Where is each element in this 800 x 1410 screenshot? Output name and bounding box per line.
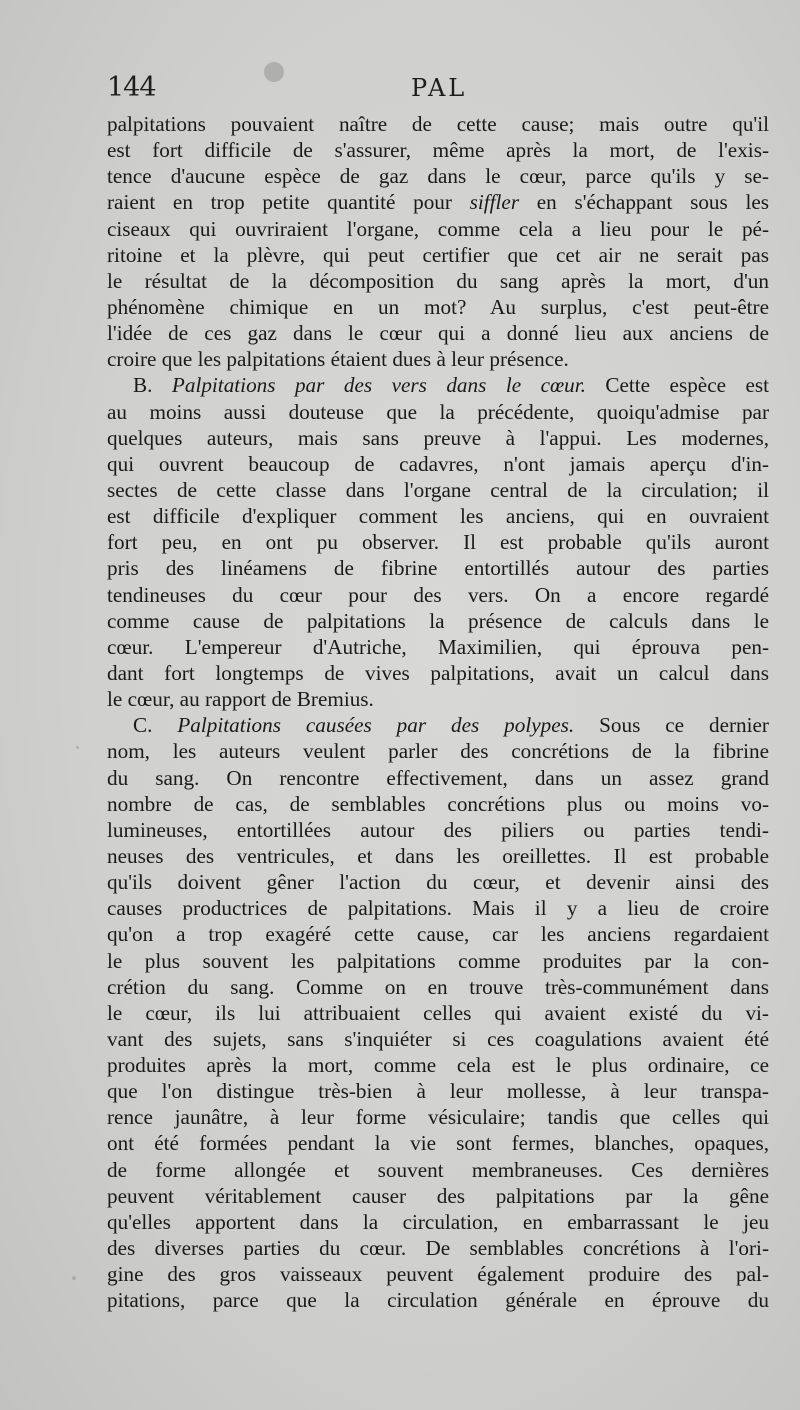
text-line: ont été formées pendant la vie sont fermes, blanches, opaques, xyxy=(107,1131,769,1156)
text-line: dant fort longtemps de vives palpitations, avait un calcul dans xyxy=(107,660,769,685)
text-line: que l'on distingue très-bien à leur mollesse, à leur transpa- xyxy=(107,1079,769,1104)
ink-speck xyxy=(76,746,79,749)
text-line: le cœur, ils lui attribuaient celles qui avaient existé du vi- xyxy=(107,1000,769,1025)
text-line: cœur. L'empereur d'Autriche, Maximilien, qui éprouva pen- xyxy=(107,634,769,659)
text-line: pris des linéamens de fibrine entortillés autour des parties xyxy=(107,556,769,581)
text-line: nombre de cas, de semblables concrétions plus ou moins vo- xyxy=(107,791,769,816)
text-line: des diverses parties du cœur. De semblables concrétions à l'ori- xyxy=(107,1236,769,1261)
text-line: nom, les auteurs veulent parler des concrétions de la fibrine xyxy=(107,739,769,764)
text-line: causes productrices de palpitations. Mais il y a lieu de croire xyxy=(107,896,769,921)
text-line: qu'elles apportent dans la circulation, en embarrassant le jeu xyxy=(107,1209,769,1234)
ink-speck xyxy=(72,1276,76,1280)
text-line: qu'on a trop exagéré cette cause, car les anciens regardaient xyxy=(107,922,769,947)
text-line: du sang. On rencontre effectivement, dans un assez grand xyxy=(107,765,769,790)
italic-segment: Palpitations causées par des polypes. xyxy=(177,713,575,738)
body-text xyxy=(107,111,769,1313)
text-line: tendineuses du cœur pour des vers. On a encore regardé xyxy=(107,582,769,607)
text-segment: raient en trop petite quantité pour xyxy=(107,190,470,215)
text-segment: B. xyxy=(133,373,172,398)
text-line: sectes de cette classe dans l'organe central de la circulation; il xyxy=(107,477,769,502)
text-line: peuvent véritablement causer des palpitations par la gêne xyxy=(107,1183,769,1208)
text-line: phénomène chimique en un mot? Au surplus, c'est peut-être xyxy=(107,294,769,319)
text-line: lumineuses, entortillées autour des piliers ou parties tendi- xyxy=(107,817,769,842)
text-line: tence d'aucune espèce de gaz dans le cœur, parce qu'ils y se- xyxy=(107,164,769,189)
text-line: palpitations pouvaient naître de cette cause; mais outre qu'il xyxy=(107,112,769,136)
text-line: est fort difficile de s'assurer, même après la mort, de l'exis- xyxy=(107,138,769,163)
text-line: au moins aussi douteuse que la précédente, quoiqu'admise par xyxy=(107,399,769,424)
text-segment: en s'échappant sous les xyxy=(519,190,769,215)
text-line: qu'ils doivent gêner l'action du cœur, et devenir ainsi des xyxy=(107,870,769,895)
text-line xyxy=(107,189,769,215)
italic-segment: Palpitations par des vers dans le cœur. xyxy=(171,373,586,398)
text-line: fort peu, en ont pu observer. Il est probable qu'ils auront xyxy=(107,530,769,555)
text-line: le cœur, au rapport de Bremius. xyxy=(107,687,374,712)
text-segment: C. xyxy=(133,713,178,738)
text-line: produites après la mort, comme cela est le plus ordinaire, ce xyxy=(107,1053,769,1078)
text-line: ritoine et la plèvre, qui peut certifier que cet air ne serait pas xyxy=(107,242,769,267)
text-segment: Sous ce dernier xyxy=(574,713,769,738)
running-head: PAL xyxy=(411,74,468,102)
text-line xyxy=(107,372,769,398)
text-line: neuses des ventricules, et dans les oreillettes. Il est probable xyxy=(107,843,769,868)
text-line xyxy=(107,712,769,738)
text-line: qui ouvrent beaucoup de cadavres, n'ont jamais aperçu d'in- xyxy=(107,451,769,476)
text-line: le plus souvent les palpitations comme produites par la con- xyxy=(107,948,769,973)
text-line: vant des sujets, sans s'inquiéter si ces coagulations avaient été xyxy=(107,1026,769,1051)
text-line: ciseaux qui ouvriraient l'organe, comme cela a lieu pour le pé- xyxy=(107,216,769,241)
text-line: croire que les palpitations étaient dues à leur présence. xyxy=(107,347,569,372)
text-line: l'idée de ces gaz dans le cœur qui a donné lieu aux anciens de xyxy=(107,321,769,346)
text-segment: Cette espèce est xyxy=(585,373,770,398)
page-header xyxy=(107,72,767,108)
page-number: 144 xyxy=(107,72,156,103)
text-line: crétion du sang. Comme on en trouve très-communément dans xyxy=(107,974,769,999)
text-line: est difficile d'expliquer comment les anciens, qui en ouvraient xyxy=(107,504,769,529)
text-line: comme cause de palpitations la présence de calculs dans le xyxy=(107,608,769,633)
italic-segment: siffler xyxy=(469,190,520,215)
text-line: quelques auteurs, mais sans preuve à l'appui. Les modernes, xyxy=(107,425,769,450)
text-line: de forme allongée et souvent membraneuses. Ces dernières xyxy=(107,1157,769,1182)
text-line: le résultat de la décomposition du sang après la mort, d'un xyxy=(107,268,769,293)
text-line: gine des gros vaisseaux peuvent également produire des pal- xyxy=(107,1262,769,1287)
text-line: pitations, parce que la circulation générale en éprouve du xyxy=(107,1288,769,1313)
text-line: rence jaunâtre, à leur forme vésiculaire; tandis que celles qui xyxy=(107,1105,769,1130)
